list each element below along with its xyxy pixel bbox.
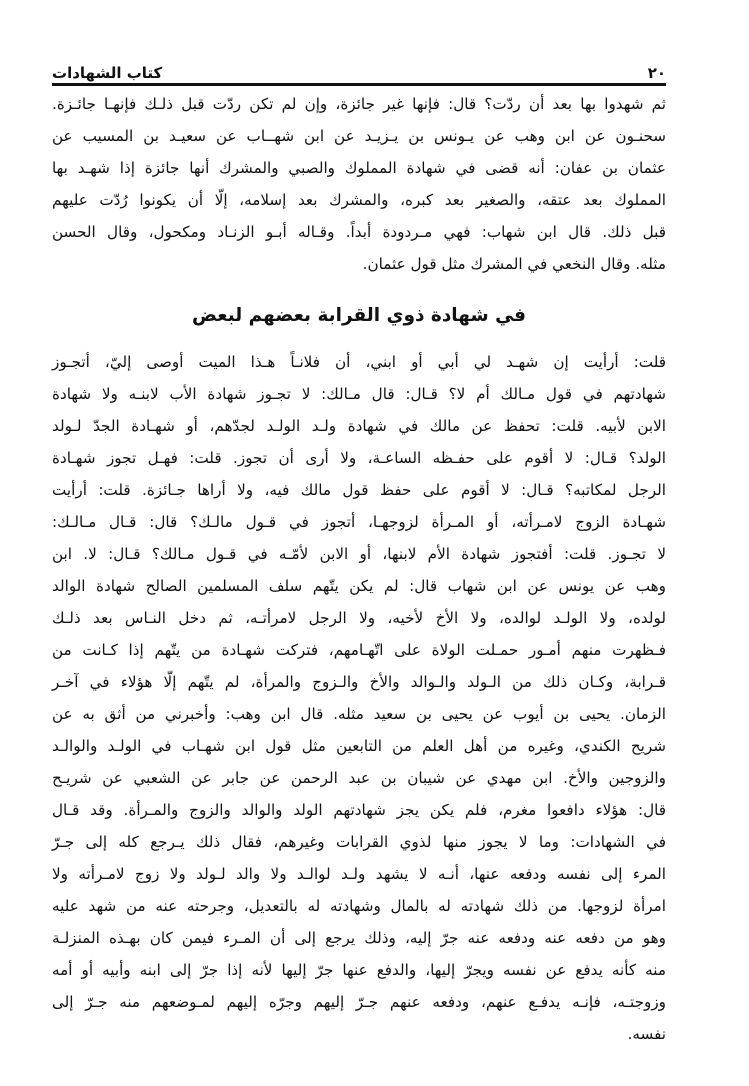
- running-title: كتاب الشهادات: [52, 64, 163, 82]
- text-line: الزمان. يحيى بن أيوب عن يحيى بن سعيد مثله. قال ابن وهب: وأخبرني من أثق به عن: [52, 705, 666, 723]
- text-line: قلت: أرأيت إن شهـد لي أبي أو ابني، أن فلانـاً هـذا الميت أوصى إليّ، أتجـوز: [52, 353, 666, 371]
- text-line: ثم شهدوا بها بعد أن ردّت؟ قال: فإنها غير جائزة، وإن لم تكن ردّت قبل ذلـك فإنهـا جائـزة.: [52, 95, 666, 113]
- text-line: الابن لأبيه. قلت: تحفظ عن مالك في شهادة ولـد الولـد لجدّهم، أو شهـادة الجدّ لـولد: [52, 417, 666, 435]
- text-line: الرجل لمكاتبه؟ قـال: لا أقوم على حفظ قول مالك فيه، ولا أراها جـائزة. قلت: أرأيت: [52, 481, 666, 499]
- text-line: وهب عن يونس عن ابن شهاب قال: لم يكن يتّهم سلف المسلمين الصالح شهادة الوالد: [52, 577, 666, 595]
- page-number: ٢٠: [647, 64, 666, 82]
- text-line: وزوجتـه، فإنـه يدفـع عنهم، ودفعه عنهم جـرّ إليهم وجرّه إليهم لمـوضعهم منه جـرّ إلى: [52, 993, 666, 1011]
- header-rule: [52, 83, 666, 86]
- text-line: وهو من دفعه عنه ودفعه عنه جرّ إليه، وذلك يرجع إلى أن المـرء فيمن كان بهـذه المنزلـة: [52, 929, 666, 947]
- body-text: [52, 88, 666, 1050]
- text-line: شهادتهم في قول مـالك أم لا؟ قـال: قال مـالك: لا تجـوز شهادة الأب لابنـه ولا شهادة: [52, 385, 666, 403]
- text-line: نفسه.: [627, 1025, 666, 1043]
- text-line: منه كأنه يدفع عن نفسه ويجرّ إليها، والدفع عنها جرّ إليها لأنه إذا جرّ إلى ابنه وأبيه أو أمه: [52, 961, 666, 979]
- text-line: الولد؟ قـال: لا أقوم على حفـظه الساعـة، ولا أرى أن تجوز. قلت: فهـل تجوز شهـادة: [52, 449, 666, 467]
- text-line: شريح الكندي، وغيره من أهل العلم من التابعين مثل قول ابن شهـاب في الولـد والوالـد: [52, 737, 666, 755]
- text-line: مثله. وقال النخعي في المشرك مثل قول عثمان.: [362, 255, 666, 273]
- section-title: في شهادة ذوي القرابة بعضهم لبعض: [192, 305, 526, 326]
- text-line: قـرابة، وكـان ذلك من الـولد والـوالد والأخ والـزوج والمرأة، لم يتّهم إلّا هؤلاء في آخـر: [52, 673, 666, 691]
- text-line: سحنـون عن ابن وهب عن يـونس بن يـزيـد عن ابن شهــاب عن سعيـد بن المسيب عن: [52, 127, 666, 145]
- text-line: امرأة لزوجها. من ذلك شهادته له بالمال وشهادته له بالتعديل، وجرحته عنه من شهد عليه: [52, 897, 666, 915]
- text-line: لولده، ولا الولـد لوالده، ولا الأخ لأخيه، ولا الرجل لامرأتـه، ثم دخل النـاس بعد ذلـك: [52, 609, 666, 627]
- text-line: في الشهادات: وما لا يجوز منها لذوي القرابات وغيرهم، فقال ذلك يـرجع كله إلى جـرّ: [52, 833, 666, 851]
- text-line: فـظهرت منهم أمـور حمـلت الولاة على اتّهـامهم، فتركت شهـادة من يتّهم إذا كـانت من: [52, 641, 666, 659]
- text-line: والزوجين والأخ. ابن مهدي عن شيبان بن عبد الرحمن عن جابر عن الشعبي عن شريـح: [52, 769, 666, 787]
- page-header: [52, 56, 666, 82]
- text-line: قبل ذلك. قال ابن شهاب: فهي مـردودة أبداً. وقـاله أبـو الزنـاد ومكحول، وقال الحسن: [52, 223, 666, 241]
- text-line: شهـادة الزوج لامـرأته، أو المـرأة لزوجهـا، أتجوز في قـول مالـك؟ قال: قـال مـالـك:: [52, 513, 666, 531]
- text-line: قال: هؤلاء دافعوا مغرم، فلم يكن يجز شهادتهم الولد والوالد والزوج والمـرأة. وقد قـال: [52, 801, 666, 819]
- text-line: المملوك بعد عتقه، والصغير بعد كبره، والمشرك بعد إسلامه، إلّا أن يكونوا رُدّت عليهم: [52, 191, 666, 209]
- text-line: المرء إلى نفسه ودفعه عنها، أنـه لا يشهد ولـد لوالـد ولا والد لـولد ولا زوج لامـرأته ولا: [52, 865, 666, 883]
- text-line: لا تجـوز. قلت: أفتجوز شهادة الأم لابنها، أو الابن لأمّـه في قـول مـالك؟ قـال: لا. ابن: [52, 545, 666, 563]
- text-line: عثمان بن عفان: أنه قضى في شهادة المملوك والصبي والمشرك أنها جائزة إذا شهـد بها: [52, 159, 666, 177]
- paragraph-main: [52, 346, 666, 1050]
- paragraph-intro: [52, 88, 666, 280]
